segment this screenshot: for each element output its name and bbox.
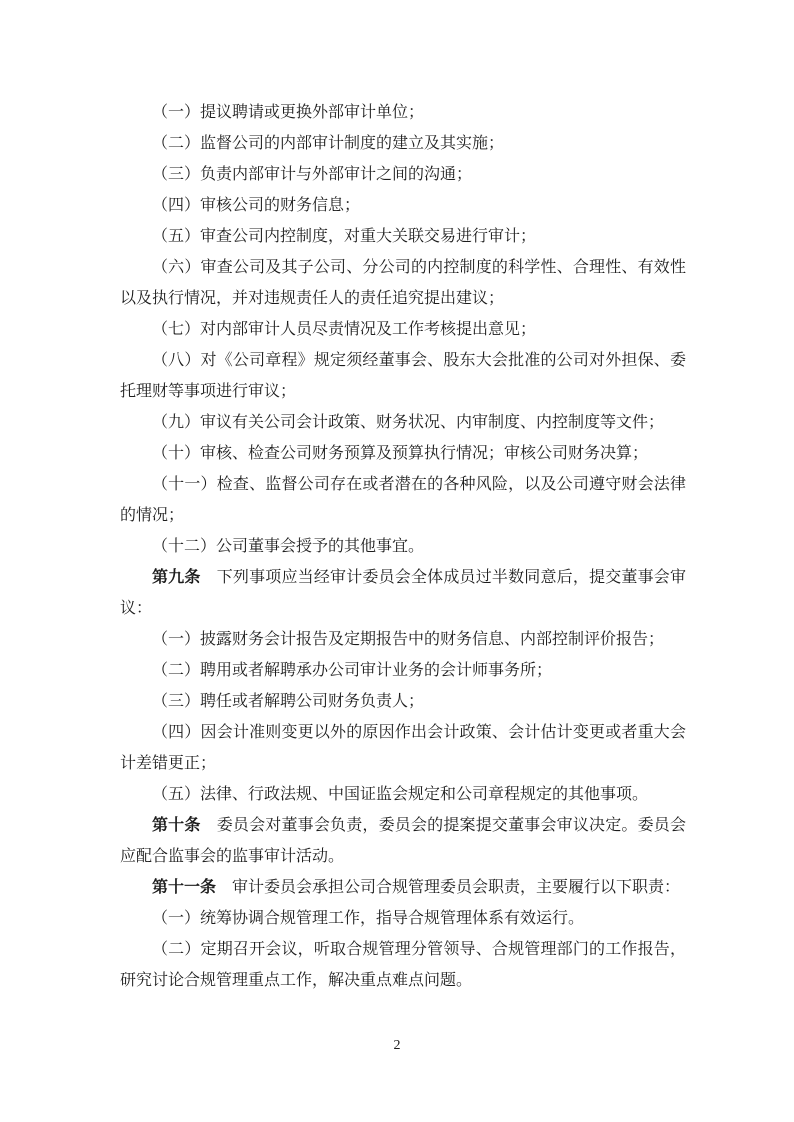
paragraph-text: （二）定期召开会议，听取合规管理分管领导、合规管理部门的工作报告，研究讨论合规管理重点工作，解决重点难点问题。 [120, 941, 686, 989]
document-paragraph [120, 407, 686, 438]
document-paragraph [120, 190, 686, 221]
document-paragraph [120, 314, 686, 345]
paragraph-text: （四）审核公司的财务信息； [152, 197, 361, 214]
page-number: 2 [393, 1038, 401, 1053]
paragraph-text: （十）审核、检查公司财务预算及预算执行情况；审核公司财务决算； [152, 445, 649, 462]
paragraph-text: 下列事项应当经审计委员会全体成员过半数同意后，提交董事会审议： [120, 569, 686, 617]
paragraph-text: （十一）检查、监督公司存在或者潜在的各种风险，以及公司遵守财会法律的情况； [120, 476, 686, 524]
paragraph-text: （一）提议聘请或更换外部审计单位； [152, 104, 425, 121]
paragraph-text: （一）统筹协调合规管理工作，指导合规管理体系有效运行。 [152, 910, 585, 927]
paragraph-text: 审计委员会承担公司合规管理委员会职责，主要履行以下职责： [216, 879, 681, 896]
document-paragraph [120, 655, 686, 686]
document-paragraph [120, 221, 686, 252]
paragraph-text: （五）审查公司内控制度，对重大关联交易进行审计； [152, 228, 537, 245]
paragraph-text: （一）披露财务会计报告及定期报告中的财务信息、内部控制评价报告； [152, 631, 665, 648]
document-paragraph [120, 779, 686, 810]
paragraph-text: （四）因会计准则变更以外的原因作出会计政策、会计估计变更或者重大会计差错更正； [120, 724, 686, 772]
paragraph-text: （八）对《公司章程》规定须经董事会、股东大会批准的公司对外担保、委托理财等事项进行审议； [120, 352, 686, 400]
document-paragraph [120, 128, 686, 159]
document-paragraph [120, 562, 686, 624]
paragraph-text: 委员会对董事会负责，委员会的提案提交董事会审议决定。委员会应配合监事会的监事审计活动。 [120, 817, 686, 865]
document-paragraph [120, 624, 686, 655]
document-paragraph [120, 252, 686, 314]
document-body [120, 97, 686, 996]
document-paragraph [120, 872, 686, 903]
article-number: 第十一条 [152, 879, 217, 896]
document-paragraph [120, 438, 686, 469]
document-paragraph [120, 345, 686, 407]
paragraph-text: （六）审查公司及其子公司、分公司的内控制度的科学性、合理性、有效性以及执行情况，并对违规责任人的责任追究提出建议； [120, 259, 686, 307]
paragraph-text: （五）法律、行政法规、中国证监会规定和公司章程规定的其他事项。 [152, 786, 649, 803]
document-paragraph [120, 531, 686, 562]
document-paragraph [120, 159, 686, 190]
paragraph-text: （十二）公司董事会授予的其他事宜。 [152, 538, 425, 555]
paragraph-text: （三）聘任或者解聘公司财务负责人； [152, 693, 425, 710]
document-paragraph [120, 97, 686, 128]
paragraph-text: （二）聘用或者解聘承办公司审计业务的会计师事务所； [152, 662, 553, 679]
article-number: 第十条 [152, 817, 201, 834]
document-paragraph [120, 686, 686, 717]
document-paragraph [120, 469, 686, 531]
paragraph-text: （三）负责内部审计与外部审计之间的沟通； [152, 166, 473, 183]
paragraph-text: （九）审议有关公司会计政策、财务状况、内审制度、内控制度等文件； [152, 414, 665, 431]
document-paragraph [120, 934, 686, 996]
paragraph-text: （七）对内部审计人员尽责情况及工作考核提出意见； [152, 321, 537, 338]
document-paragraph [120, 810, 686, 872]
document-paragraph [120, 717, 686, 779]
document-paragraph [120, 903, 686, 934]
article-number: 第九条 [152, 569, 201, 586]
paragraph-text: （二）监督公司的内部审计制度的建立及其实施； [152, 135, 505, 152]
